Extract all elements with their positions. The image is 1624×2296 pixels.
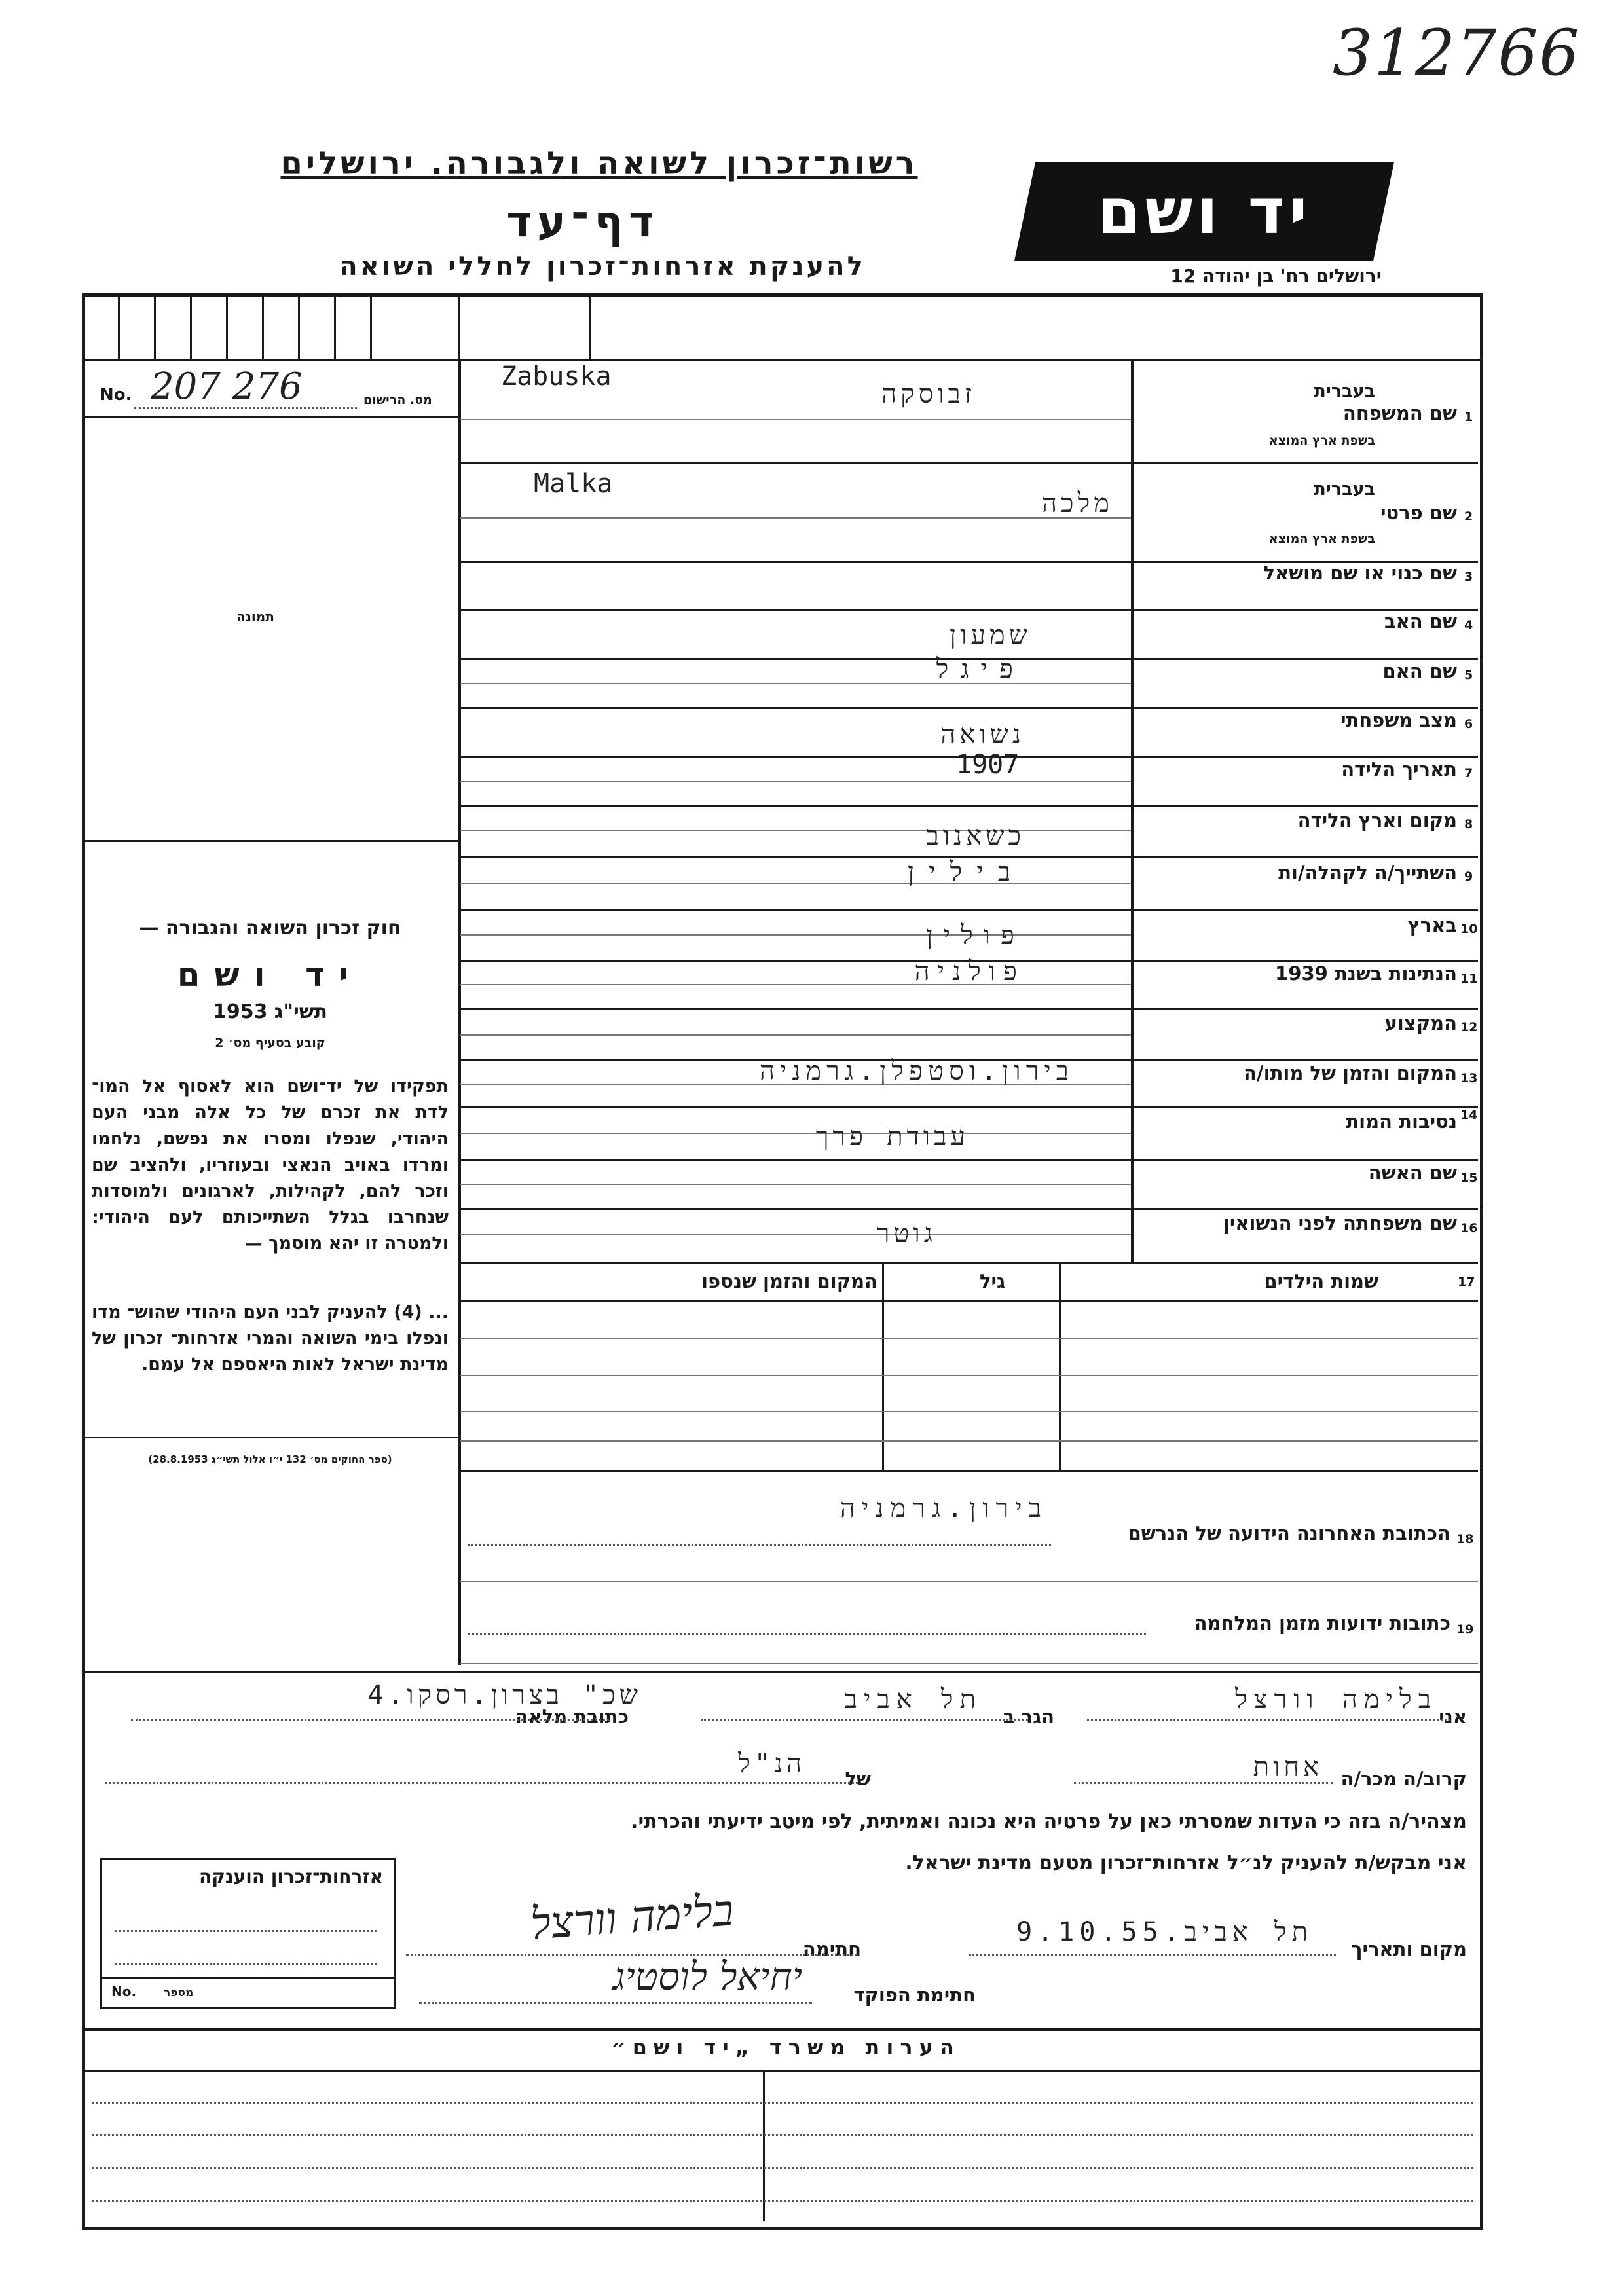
form-subtitle: להענקת אזרחות־זכרון לחללי השואה [339,251,866,282]
citizenship-number-label-en: No. [111,1984,137,1999]
field-2-sub-top: בעברית [1314,479,1375,500]
field-5-value: פיגל [936,654,1025,684]
left-column-divider [458,359,461,1665]
field-10-number: 10 [1460,922,1478,936]
field-13-value: בירון.וסטפלן.גרמניה [759,1056,1074,1086]
field-8-label: מקום וארץ הלידה [1297,809,1457,831]
field-13-label: המקום והזמן של מותו/ה [1244,1062,1457,1084]
field-19-label: כתובות ידועות מזמן המלחמה [1194,1612,1450,1634]
field-9-number: 9 [1464,869,1473,884]
field-18-number: 18 [1456,1532,1474,1546]
children-age-header: גיל [979,1270,1005,1292]
field-17-number: 17 [1458,1275,1475,1289]
relation-value: אחות [1253,1752,1323,1782]
children-place-header: המקום והזמן שנספו [701,1270,877,1292]
field-10-value: פולין [926,920,1025,951]
of-value: הנ"ל [738,1749,805,1779]
field-18-value: בירון.גרמניה [840,1493,1048,1523]
field-13-number: 13 [1460,1071,1478,1085]
form-title: דף־עד [506,196,659,247]
place-date-label: מקום ותאריך [1351,1938,1467,1960]
field-1-value: זבוסקה [881,379,976,409]
field-12-label: המקצוע [1384,1012,1457,1034]
law-name: יד ושם [177,956,363,994]
field-16-number: 16 [1460,1221,1478,1235]
law-clause-4: ... (4) להעניק לבני העם היהודי שהוש־ מדו ונפלו בימי השואה והמרי אזרחות־ זכרון של מדינת ישראל לאות היאספם אל עמם. [92,1302,449,1375]
field-15-number: 15 [1460,1171,1478,1185]
field-11-number: 11 [1460,972,1478,986]
officer-signature: יחיאל לוסטיג [612,1954,802,1999]
field-3-number: 3 [1464,570,1473,584]
archive-number: 312766 [1333,16,1581,90]
field-2-sub-bottom: בשפת ארץ המוצא [1268,532,1375,546]
declarant-signature: בלימה וורצל [528,1885,735,1950]
field-19-number: 19 [1456,1622,1474,1637]
children-names-header: שמות הילדים [1264,1270,1378,1292]
field-7-label: תאריך הלידה [1341,758,1457,780]
request-text: אני מבקש/ת להעניק לנ״ל אזרחות־זכרון מטעם מדינת ישראל. [905,1851,1467,1874]
field-6-number: 6 [1464,717,1473,731]
declarant-name: בלימה וורצל [1234,1685,1437,1715]
field-4-label: שם האב [1384,610,1457,632]
declaration-text: מצהיר/ה בזה כי העדות שמסרתי כאן על פרטיה היא נכונה ואמיתית, לפי מיטב ידיעתי והכרתי. [631,1810,1467,1833]
citizenship-title: אזרחות־זכרון הוענקה [199,1866,383,1887]
field-11-value: פולניה [914,957,1025,987]
law-title: חוק זכרון השואה והגבורה — [139,917,401,939]
officer-label: חתימת הפוקד [853,1984,976,2006]
declarant-address: שכ" בצרון.רסקו.4 [367,1680,642,1710]
field-1-sub-bottom: בשפת ארץ המוצא [1268,433,1375,448]
label-column-divider [1131,359,1134,1262]
declarant-ani: אני [1439,1705,1467,1728]
field-14-value: עבודת פרך [815,1121,969,1152]
field-5-number: 5 [1464,668,1473,682]
field-14-number: 14 [1460,1108,1478,1122]
field-12-number: 12 [1460,1020,1478,1034]
relative-label: קרוב/ה מכר/ה [1340,1768,1467,1790]
field-11-label: הנתינות בשנת 1939 [1275,962,1457,985]
field-16-label: שם משפחתה לפני הנשואין [1223,1212,1457,1234]
authority-title: רשות־זכרון לשואה ולגבורה. ירושלים [280,145,918,182]
field-16-value: גוטר [876,1218,936,1248]
registration-number: 207 276 [151,365,303,408]
field-6-value: נשואה [940,720,1025,750]
field-10-label: בארץ [1407,914,1457,936]
field-2-label: שם פרטי [1380,501,1457,524]
field-1-sub-top: בעברית [1314,381,1375,401]
of-label: של [845,1768,871,1790]
field-18-label: הכתובת האחרונה הידועה של הנרשם [1128,1522,1450,1544]
remarks-header: הערות משרד „יד ושם״ [611,2035,961,2060]
law-source: (ספר החוקים מס׳ 132 י״ו אלול תשי״ג 28.8.1953) [148,1453,392,1465]
field-2-value: מלכה [1042,488,1113,519]
registration-label-en: No. [100,385,132,405]
field-3-label: שם כנוי או שם מושאל [1263,562,1457,584]
field-9-value: בילין [907,857,1025,887]
law-body: תפקידו של יד־ושם הוא לאסוף אל המו־ לדת את זכרם של כל אלה מבני העם היהודי, שנפלו ומסרו את נפשם, נלחמו ומרדו באויב הנאצי ובעוזריו, ולהציב שם וזכר להם, לקהילות, לארגונים ולמוסדות שנחרבו בגלל השתייכותם לעם היהודי: ולמטרה זו יהא מוסמך — [92,1076,449,1254]
field-14-label: נסיבות המות [1346,1110,1457,1133]
lives-in-label: הגר ב [1003,1705,1054,1728]
signature-label: חתימה [802,1938,861,1960]
field-7-value: 1907 [956,750,1020,780]
registration-label-he: מס. הרישום [363,393,432,407]
declarant-city: תל אביב [844,1685,982,1715]
address: ירושלים רח' בן יהודה 12 [1170,265,1382,287]
field-4-number: 4 [1464,618,1473,632]
field-1-label: שם המשפחה [1342,402,1457,424]
citizenship-number-label: מספר [164,1986,194,1999]
field-6-label: מצב משפחתי [1340,709,1457,731]
place-date-value: תל אביב.9.10.55 [1016,1917,1313,1947]
law-year: תשי"ג 1953 [212,1000,328,1023]
field-4-value: שמעון [949,620,1031,650]
field-1-value-latin: Zabuska [501,361,612,392]
field-2-value-latin: Malka [534,469,613,499]
field-8-number: 8 [1464,817,1473,831]
field-5-label: שם האם [1382,660,1457,682]
yad-vashem-logo: יד ושם [1014,162,1394,261]
law-clause: קובע בסעיף מס׳ 2 [215,1036,325,1050]
field-2-number: 2 [1464,509,1473,524]
field-15-label: שם האשה [1368,1161,1457,1184]
field-9-label: השתייך/ה לקהלה/ות [1278,862,1457,884]
photo-placeholder: תמונה [236,609,274,625]
full-address-label: כתובת מלאה [515,1705,629,1728]
field-1-number: 1 [1464,410,1473,424]
field-7-number: 7 [1464,766,1473,780]
field-8-value: כשאנוב [926,821,1025,851]
